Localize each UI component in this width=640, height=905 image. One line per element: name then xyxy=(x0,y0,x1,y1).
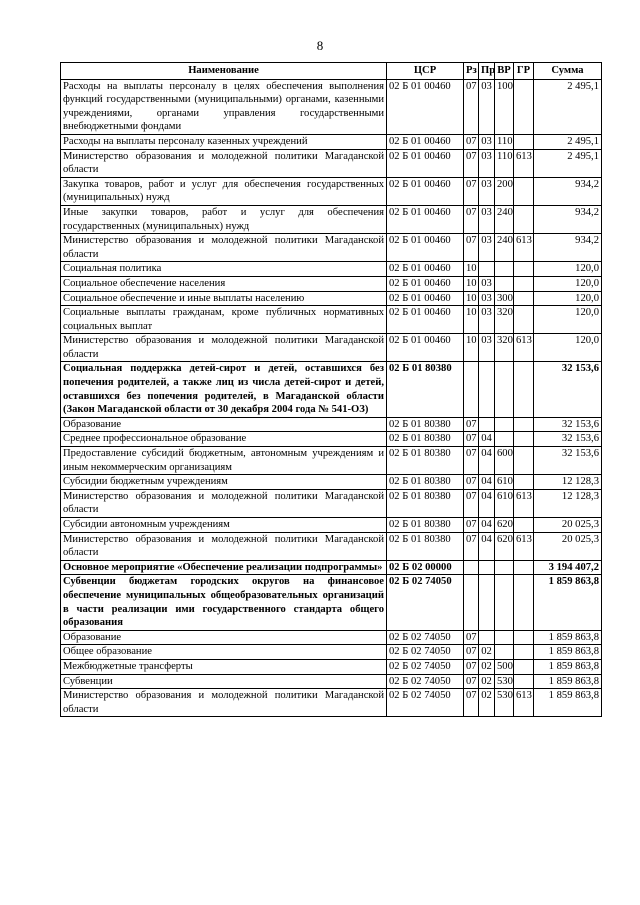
cell-sum: 2 495,1 xyxy=(534,149,602,177)
table-row xyxy=(61,276,602,291)
cell-rz: 10 xyxy=(464,306,479,334)
cell-sum: 1 859 863,8 xyxy=(534,630,602,645)
cell-vr: 500 xyxy=(495,659,514,674)
cell-csr: 02 Б 01 80380 xyxy=(387,475,464,490)
cell-vr xyxy=(495,560,514,575)
cell-rz: 07 xyxy=(464,489,479,517)
cell-csr: 02 Б 01 80380 xyxy=(387,362,464,417)
cell-gr xyxy=(514,432,534,447)
cell-vr: 240 xyxy=(495,234,514,262)
cell-gr: 613 xyxy=(514,234,534,262)
table-row xyxy=(61,234,602,262)
table-row xyxy=(61,645,602,660)
table-row xyxy=(61,575,602,630)
cell-pr: 03 xyxy=(479,134,495,149)
header-gr: ГР xyxy=(514,63,534,80)
cell-vr: 240 xyxy=(495,205,514,233)
cell-rz: 07 xyxy=(464,149,479,177)
cell-rz: 07 xyxy=(464,79,479,134)
cell-sum: 12 128,3 xyxy=(534,489,602,517)
cell-gr xyxy=(514,518,534,533)
cell-pr: 04 xyxy=(479,518,495,533)
cell-pr xyxy=(479,362,495,417)
cell-gr: 613 xyxy=(514,532,534,560)
table-row xyxy=(61,417,602,432)
cell-name: Среднее профессиональное образование xyxy=(61,432,387,447)
cell-rz: 07 xyxy=(464,674,479,689)
cell-vr: 610 xyxy=(495,489,514,517)
cell-csr: 02 Б 02 74050 xyxy=(387,645,464,660)
table-row xyxy=(61,518,602,533)
cell-vr: 600 xyxy=(495,447,514,475)
cell-vr xyxy=(495,262,514,277)
cell-rz: 07 xyxy=(464,630,479,645)
cell-gr xyxy=(514,645,534,660)
cell-name: Закупка товаров, работ и услуг для обеспечения государственных (муниципальных) нужд xyxy=(61,177,387,205)
cell-sum: 32 153,6 xyxy=(534,432,602,447)
cell-pr: 03 xyxy=(479,205,495,233)
cell-sum: 934,2 xyxy=(534,205,602,233)
cell-name: Межбюджетные трансферты xyxy=(61,659,387,674)
cell-name: Расходы на выплаты персоналу в целях обеспечения выполнения функций государственными (муниципальными) органами, казенными учреждениями, органами управления государственными внебюджетными фондами xyxy=(61,79,387,134)
cell-name: Субвенции xyxy=(61,674,387,689)
table-row xyxy=(61,134,602,149)
cell-pr: 03 xyxy=(479,234,495,262)
cell-vr: 200 xyxy=(495,177,514,205)
cell-csr: 02 Б 02 74050 xyxy=(387,630,464,645)
cell-rz: 07 xyxy=(464,234,479,262)
cell-sum: 1 859 863,8 xyxy=(534,645,602,660)
cell-name: Образование xyxy=(61,417,387,432)
cell-csr: 02 Б 01 00460 xyxy=(387,234,464,262)
table-row xyxy=(61,659,602,674)
cell-rz: 07 xyxy=(464,432,479,447)
cell-rz: 10 xyxy=(464,291,479,306)
cell-sum: 120,0 xyxy=(534,291,602,306)
cell-vr xyxy=(495,362,514,417)
cell-pr: 03 xyxy=(479,149,495,177)
table-row xyxy=(61,674,602,689)
cell-csr: 02 Б 02 74050 xyxy=(387,659,464,674)
cell-pr: 03 xyxy=(479,334,495,362)
cell-name: Субсидии бюджетным учреждениям xyxy=(61,475,387,490)
cell-sum: 934,2 xyxy=(534,234,602,262)
cell-csr: 02 Б 01 00460 xyxy=(387,134,464,149)
cell-gr xyxy=(514,291,534,306)
table-row xyxy=(61,262,602,277)
cell-rz: 07 xyxy=(464,659,479,674)
header-csr: ЦСР xyxy=(387,63,464,80)
cell-rz: 07 xyxy=(464,177,479,205)
cell-gr xyxy=(514,276,534,291)
cell-vr: 110 xyxy=(495,149,514,177)
table-row xyxy=(61,306,602,334)
cell-name: Министерство образования и молодежной политики Магаданской области xyxy=(61,149,387,177)
cell-vr: 100 xyxy=(495,79,514,134)
cell-csr: 02 Б 01 00460 xyxy=(387,205,464,233)
cell-rz: 10 xyxy=(464,262,479,277)
cell-gr xyxy=(514,447,534,475)
cell-rz: 07 xyxy=(464,417,479,432)
cell-name: Основное мероприятие «Обеспечение реализации подпрограммы» xyxy=(61,560,387,575)
cell-name: Субсидии автономным учреждениям xyxy=(61,518,387,533)
cell-sum: 20 025,3 xyxy=(534,518,602,533)
cell-vr: 610 xyxy=(495,475,514,490)
cell-gr: 613 xyxy=(514,489,534,517)
cell-vr xyxy=(495,417,514,432)
cell-gr xyxy=(514,575,534,630)
cell-name: Министерство образования и молодежной политики Магаданской области xyxy=(61,689,387,717)
cell-vr: 620 xyxy=(495,532,514,560)
cell-rz xyxy=(464,362,479,417)
cell-gr xyxy=(514,79,534,134)
cell-pr: 02 xyxy=(479,645,495,660)
table-row xyxy=(61,432,602,447)
cell-gr xyxy=(514,177,534,205)
cell-name: Иные закупки товаров, работ и услуг для обеспечения государственных (муниципальных) нужд xyxy=(61,205,387,233)
cell-vr: 620 xyxy=(495,518,514,533)
cell-vr: 530 xyxy=(495,674,514,689)
cell-sum: 32 153,6 xyxy=(534,362,602,417)
cell-sum: 120,0 xyxy=(534,334,602,362)
cell-pr: 03 xyxy=(479,177,495,205)
table-row xyxy=(61,475,602,490)
cell-gr xyxy=(514,262,534,277)
table-header-row xyxy=(61,63,602,80)
cell-name: Министерство образования и молодежной политики Магаданской области xyxy=(61,334,387,362)
cell-sum: 120,0 xyxy=(534,262,602,277)
cell-csr: 02 Б 02 74050 xyxy=(387,575,464,630)
cell-csr: 02 Б 01 80380 xyxy=(387,432,464,447)
cell-csr: 02 Б 01 00460 xyxy=(387,262,464,277)
cell-vr: 300 xyxy=(495,291,514,306)
cell-csr: 02 Б 01 00460 xyxy=(387,177,464,205)
cell-pr xyxy=(479,417,495,432)
cell-pr xyxy=(479,560,495,575)
cell-sum: 1 859 863,8 xyxy=(534,575,602,630)
cell-csr: 02 Б 01 00460 xyxy=(387,79,464,134)
header-name: Наименование xyxy=(61,63,387,80)
cell-rz: 07 xyxy=(464,134,479,149)
cell-pr: 04 xyxy=(479,532,495,560)
cell-name: Социальное обеспечение населения xyxy=(61,276,387,291)
table-row xyxy=(61,689,602,717)
cell-csr: 02 Б 01 80380 xyxy=(387,518,464,533)
header-vr: ВР xyxy=(495,63,514,80)
cell-pr: 04 xyxy=(479,447,495,475)
cell-rz: 07 xyxy=(464,447,479,475)
table-row xyxy=(61,177,602,205)
cell-gr xyxy=(514,659,534,674)
table-row xyxy=(61,362,602,417)
cell-sum: 3 194 407,2 xyxy=(534,560,602,575)
cell-vr: 530 xyxy=(495,689,514,717)
cell-csr: 02 Б 01 80380 xyxy=(387,447,464,475)
cell-name: Министерство образования и молодежной политики Магаданской области xyxy=(61,532,387,560)
cell-vr: 320 xyxy=(495,306,514,334)
cell-rz: 10 xyxy=(464,334,479,362)
cell-name: Предоставление субсидий бюджетным, автономным учреждениям и иным некоммерческим организациям xyxy=(61,447,387,475)
page-number: 8 xyxy=(316,38,324,53)
cell-rz: 07 xyxy=(464,518,479,533)
cell-pr: 04 xyxy=(479,475,495,490)
cell-pr: 03 xyxy=(479,291,495,306)
cell-pr: 04 xyxy=(479,489,495,517)
cell-sum: 1 859 863,8 xyxy=(534,674,602,689)
cell-pr: 03 xyxy=(479,276,495,291)
table-row xyxy=(61,334,602,362)
budget-table xyxy=(60,62,602,717)
cell-sum: 32 153,6 xyxy=(534,417,602,432)
cell-rz: 07 xyxy=(464,689,479,717)
table-row xyxy=(61,447,602,475)
cell-csr: 02 Б 02 74050 xyxy=(387,674,464,689)
cell-sum: 1 859 863,8 xyxy=(534,659,602,674)
cell-csr: 02 Б 02 00000 xyxy=(387,560,464,575)
cell-pr xyxy=(479,262,495,277)
cell-gr: 613 xyxy=(514,689,534,717)
cell-vr: 110 xyxy=(495,134,514,149)
cell-rz: 07 xyxy=(464,475,479,490)
cell-gr xyxy=(514,630,534,645)
cell-sum: 120,0 xyxy=(534,276,602,291)
cell-name: Субвенции бюджетам городских округов на финансовое обеспечение муниципальных общеобразовательных организаций в части реализации ими государственного стандарта общего образования xyxy=(61,575,387,630)
cell-vr: 320 xyxy=(495,334,514,362)
cell-name: Социальные выплаты гражданам, кроме публичных нормативных социальных выплат xyxy=(61,306,387,334)
cell-pr: 02 xyxy=(479,659,495,674)
cell-gr xyxy=(514,362,534,417)
cell-csr: 02 Б 01 00460 xyxy=(387,291,464,306)
cell-pr: 02 xyxy=(479,689,495,717)
cell-csr: 02 Б 01 00460 xyxy=(387,276,464,291)
cell-csr: 02 Б 01 80380 xyxy=(387,489,464,517)
cell-pr: 02 xyxy=(479,674,495,689)
cell-pr: 03 xyxy=(479,306,495,334)
cell-name: Министерство образования и молодежной политики Магаданской области xyxy=(61,489,387,517)
cell-sum: 12 128,3 xyxy=(534,475,602,490)
table-row xyxy=(61,489,602,517)
cell-vr xyxy=(495,432,514,447)
cell-name: Общее образование xyxy=(61,645,387,660)
table-body xyxy=(61,79,602,717)
cell-rz: 07 xyxy=(464,645,479,660)
cell-csr: 02 Б 01 80380 xyxy=(387,417,464,432)
cell-vr xyxy=(495,630,514,645)
cell-sum: 2 495,1 xyxy=(534,79,602,134)
table-row xyxy=(61,149,602,177)
cell-gr: 613 xyxy=(514,334,534,362)
cell-name: Министерство образования и молодежной политики Магаданской области xyxy=(61,234,387,262)
table-row xyxy=(61,532,602,560)
table-row xyxy=(61,205,602,233)
cell-pr xyxy=(479,575,495,630)
cell-rz xyxy=(464,560,479,575)
cell-sum: 32 153,6 xyxy=(534,447,602,475)
cell-name: Социальная политика xyxy=(61,262,387,277)
cell-name: Расходы на выплаты персоналу казенных учреждений xyxy=(61,134,387,149)
table-row xyxy=(61,630,602,645)
table-row xyxy=(61,560,602,575)
cell-name: Социальное обеспечение и иные выплаты населению xyxy=(61,291,387,306)
cell-csr: 02 Б 01 00460 xyxy=(387,306,464,334)
cell-rz: 07 xyxy=(464,205,479,233)
cell-csr: 02 Б 01 00460 xyxy=(387,149,464,177)
cell-pr: 03 xyxy=(479,79,495,134)
cell-pr: 04 xyxy=(479,432,495,447)
cell-sum: 1 859 863,8 xyxy=(534,689,602,717)
cell-vr xyxy=(495,575,514,630)
cell-csr: 02 Б 01 80380 xyxy=(387,532,464,560)
cell-name: Образование xyxy=(61,630,387,645)
cell-gr xyxy=(514,560,534,575)
cell-sum: 120,0 xyxy=(534,306,602,334)
cell-vr xyxy=(495,276,514,291)
cell-pr xyxy=(479,630,495,645)
cell-rz: 10 xyxy=(464,276,479,291)
cell-sum: 934,2 xyxy=(534,177,602,205)
cell-rz xyxy=(464,575,479,630)
cell-gr: 613 xyxy=(514,149,534,177)
cell-sum: 2 495,1 xyxy=(534,134,602,149)
cell-vr xyxy=(495,645,514,660)
header-sum: Сумма xyxy=(534,63,602,80)
cell-csr: 02 Б 01 00460 xyxy=(387,334,464,362)
table-row xyxy=(61,79,602,134)
cell-rz: 07 xyxy=(464,532,479,560)
cell-sum: 20 025,3 xyxy=(534,532,602,560)
cell-gr xyxy=(514,205,534,233)
cell-csr: 02 Б 02 74050 xyxy=(387,689,464,717)
cell-gr xyxy=(514,134,534,149)
cell-name: Социальная поддержка детей-сирот и детей, оставшихся без попечения родителей, а также лиц из числа детей-сирот и детей, оставшихся без попечения родителей, в Магаданской области (Закон Магаданской области от 30 декабря 2004 года № 541-ОЗ) xyxy=(61,362,387,417)
cell-gr xyxy=(514,475,534,490)
header-rz: Рз xyxy=(464,63,479,80)
header-pr: Пр xyxy=(479,63,495,80)
cell-gr xyxy=(514,417,534,432)
table-row xyxy=(61,291,602,306)
cell-gr xyxy=(514,674,534,689)
cell-gr xyxy=(514,306,534,334)
